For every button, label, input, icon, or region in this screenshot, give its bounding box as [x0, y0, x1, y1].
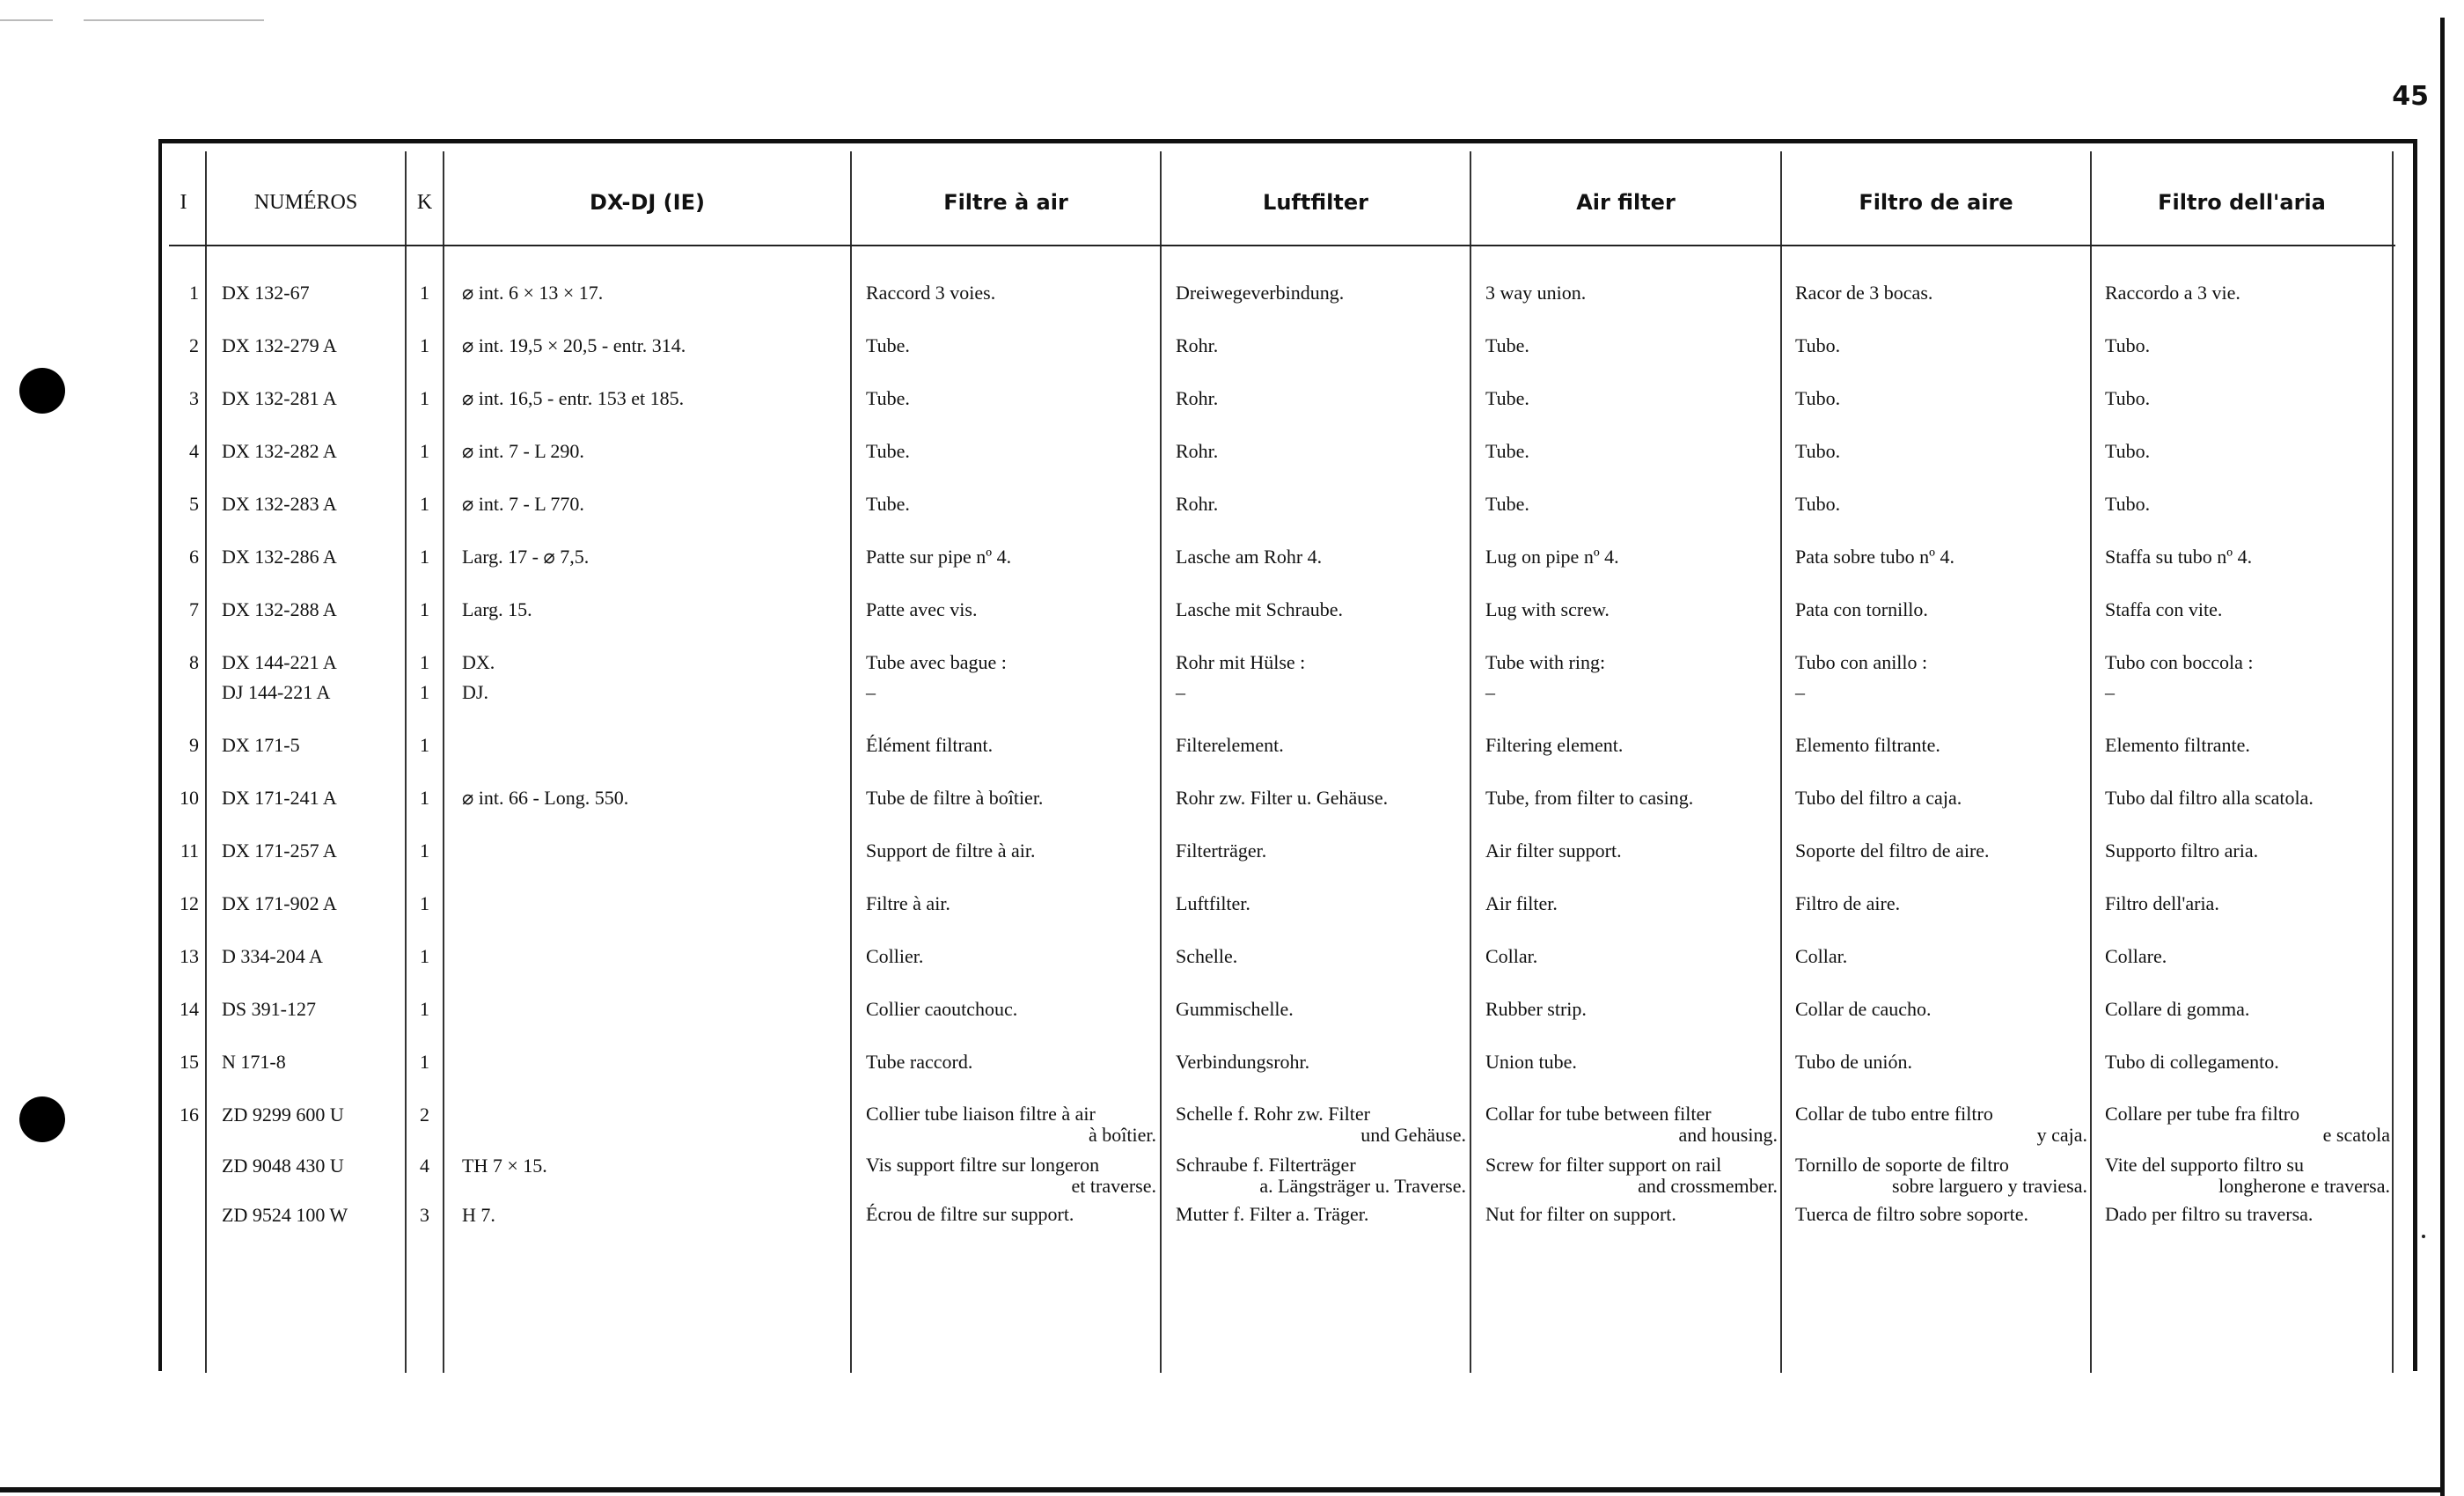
cell-es: Tubo. [1795, 440, 1841, 462]
cell-de: Lasche mit Schraube. [1176, 598, 1343, 620]
cell-line: e scatola [2322, 1124, 2390, 1146]
cell-en [1485, 1104, 1778, 1146]
cell-es: Pata con tornillo. [1795, 598, 1928, 620]
cell-line: and crossmember. [1638, 1175, 1778, 1197]
cell-en [1485, 1204, 1778, 1225]
cell-num: DX 132-282 A [222, 440, 337, 462]
cell-it: Staffa su tubo nº 4. [2105, 546, 2253, 568]
cell-num: DX 132-286 A [222, 546, 337, 568]
cell-de: Schelle. [1176, 945, 1238, 967]
cell-line: longherone e traversa. [2218, 1175, 2390, 1197]
cell-fr: Tube. [866, 387, 910, 409]
cell-k: 1 [420, 334, 429, 356]
cell-k: 1 [420, 734, 429, 756]
cell-num: N 171-8 [222, 1051, 286, 1073]
header-model: DX-DJ (IE) [590, 190, 705, 215]
cell-num: DX 171-902 A [222, 892, 337, 914]
header-qty: K [416, 190, 433, 214]
cell-num: DX 144-221 A [222, 651, 337, 673]
cell-de [1176, 1204, 1466, 1225]
cell-k: 1 [420, 493, 429, 515]
cell-spec: ⌀ int. 66 - Long. 550. [462, 787, 629, 809]
cell-fr: Tube de filtre à boîtier. [866, 787, 1044, 809]
cell-k: 1 [420, 651, 429, 673]
cell-it: Tubo. [2105, 334, 2151, 356]
cell-es: Pata sobre tubo nº 4. [1795, 546, 1954, 568]
cell-fr: Filtre à air. [866, 892, 950, 914]
cell-de: Dreiwegeverbindung. [1176, 282, 1345, 304]
cell-fr: – [866, 681, 876, 703]
cell-de: Gummischelle. [1176, 998, 1294, 1020]
cell-es [1795, 1104, 2087, 1146]
cell-fr: Tube. [866, 493, 910, 515]
cell-fr: Collier caoutchouc. [866, 998, 1018, 1020]
cell-es [1795, 1155, 2087, 1197]
column-divider [2090, 151, 2092, 1373]
cell-es [1795, 1204, 2087, 1225]
column-divider [405, 151, 407, 1373]
cell-es: Tubo. [1795, 493, 1841, 515]
cell-line: Screw for filter support on rail [1485, 1154, 1722, 1176]
cell-it [2105, 1204, 2390, 1225]
cell-en: Rubber strip. [1485, 998, 1587, 1020]
cell-en: 3 way union. [1485, 282, 1587, 304]
cell-fr: Tube. [866, 334, 910, 356]
header-rule [169, 245, 2395, 246]
cell-line: sobre larguero y traviesa. [1892, 1175, 2087, 1197]
cell-en: Tube. [1485, 440, 1529, 462]
column-divider [443, 151, 444, 1373]
cell-de: Verbindungsrohr. [1176, 1051, 1310, 1073]
page-edge [0, 1487, 2445, 1492]
cell-de: Lasche am Rohr 4. [1176, 546, 1323, 568]
cell-de: Rohr. [1176, 440, 1219, 462]
cell-it: Tubo. [2105, 440, 2151, 462]
cell-k: 1 [420, 546, 429, 568]
cell-es: Racor de 3 bocas. [1795, 282, 1933, 304]
cell-k: 1 [420, 681, 429, 703]
column-divider [1160, 151, 1162, 1373]
cell-es: Tubo. [1795, 334, 1841, 356]
cell-num: DX 132-281 A [222, 387, 337, 409]
scan-mark [0, 19, 53, 21]
cell-n: 3 [189, 387, 199, 409]
cell-fr: Tube avec bague : [866, 651, 1007, 673]
header-index: I [180, 190, 187, 214]
cell-line: a. Längsträger u. Traverse. [1259, 1175, 1466, 1197]
column-divider [2392, 151, 2394, 1373]
cell-it: Tubo dal filtro alla scatola. [2105, 787, 2314, 809]
cell-num: DJ 144-221 A [222, 681, 331, 703]
cell-k: 1 [420, 598, 429, 620]
column-divider [205, 151, 207, 1373]
cell-en [1485, 1155, 1778, 1197]
cell-it: Tubo con boccola : [2105, 651, 2254, 673]
cell-k: 1 [420, 440, 429, 462]
cell-es: Tubo de unión. [1795, 1051, 1913, 1073]
cell-spec: DX. [462, 651, 495, 673]
cell-n: 1 [189, 282, 199, 304]
cell-num: D 334-204 A [222, 945, 323, 967]
page-number: 45 [2392, 81, 2429, 112]
cell-de: – [1176, 681, 1185, 703]
cell-n: 12 [180, 892, 199, 914]
cell-line: Tuerca de filtro sobre soporte. [1795, 1203, 2028, 1225]
cell-it: Collare di gomma. [2105, 998, 2250, 1020]
cell-n: 4 [189, 440, 199, 462]
cell-fr: Élément filtrant. [866, 734, 994, 756]
cell-num: DX 132-67 [222, 282, 310, 304]
cell-k: 1 [420, 1051, 429, 1073]
cell-es: Tubo del filtro a caja. [1795, 787, 1962, 809]
cell-it: Supporto filtro aria. [2105, 840, 2259, 862]
cell-de: Filterelement. [1176, 734, 1284, 756]
cell-fr [866, 1155, 1156, 1197]
cell-es: Elemento filtrante. [1795, 734, 1940, 756]
cell-line: Dado per filtro su traversa. [2105, 1203, 2314, 1225]
cell-spec: DJ. [462, 681, 488, 703]
cell-it: Filtro dell'aria. [2105, 892, 2219, 914]
cell-line: and housing. [1678, 1124, 1778, 1146]
cell-line: Tornillo de soporte de filtro [1795, 1154, 2009, 1176]
cell-it: Tubo di collegamento. [2105, 1051, 2279, 1073]
cell-n: 16 [180, 1104, 199, 1126]
header-en: Air filter [1576, 190, 1676, 215]
cell-spec: H 7. [462, 1204, 495, 1226]
cell-en: Tube. [1485, 387, 1529, 409]
cell-n: 7 [189, 598, 199, 620]
cell-it: – [2105, 681, 2115, 703]
table-frame-right [2413, 139, 2417, 1371]
cell-fr: Tube raccord. [866, 1051, 973, 1073]
column-divider [850, 151, 852, 1373]
column-divider [1780, 151, 1782, 1373]
cell-es: Tubo. [1795, 387, 1841, 409]
cell-de: Rohr. [1176, 387, 1219, 409]
cell-line: Schelle f. Rohr zw. Filter [1176, 1103, 1370, 1125]
cell-en: Air filter support. [1485, 840, 1622, 862]
cell-it: Elemento filtrante. [2105, 734, 2250, 756]
cell-it: Collare. [2105, 945, 2167, 967]
cell-spec: Larg. 17 - ⌀ 7,5. [462, 546, 590, 568]
cell-de: Filterträger. [1176, 840, 1267, 862]
cell-en: Tube, from filter to casing. [1485, 787, 1694, 809]
cell-num: DX 132-288 A [222, 598, 337, 620]
cell-num: DX 132-283 A [222, 493, 337, 515]
scan-mark [84, 19, 264, 21]
punch-hole [19, 368, 65, 414]
cell-de: Rohr zw. Filter u. Gehäuse. [1176, 787, 1389, 809]
cell-es: – [1795, 681, 1805, 703]
header-es: Filtro de aire [1859, 190, 2013, 215]
cell-n: 11 [180, 840, 199, 862]
cell-n: 9 [189, 734, 199, 756]
header-it: Filtro dell'aria [2158, 190, 2326, 215]
table-frame-top [158, 139, 2416, 143]
cell-n: 15 [180, 1051, 199, 1073]
cell-num: DS 391-127 [222, 998, 316, 1020]
cell-spec: ⌀ int. 7 - L 770. [462, 493, 584, 515]
cell-k: 1 [420, 787, 429, 809]
cell-line: Collare per tube fra filtro [2105, 1103, 2300, 1125]
cell-line: et traverse. [1071, 1175, 1156, 1197]
cell-de [1176, 1155, 1466, 1197]
cell-spec: ⌀ int. 7 - L 290. [462, 440, 584, 462]
cell-line: Mutter f. Filter a. Träger. [1176, 1203, 1369, 1225]
cell-n: 8 [189, 651, 199, 673]
cell-num: ZD 9524 100 W [222, 1204, 348, 1226]
cell-de: Rohr mit Hülse : [1176, 651, 1306, 673]
page-edge [2440, 18, 2445, 1496]
cell-n: 10 [180, 787, 199, 809]
cell-es: Soporte del filtro de aire. [1795, 840, 1990, 862]
cell-k: 1 [420, 892, 429, 914]
table-frame-left [158, 139, 162, 1371]
cell-fr: Patte sur pipe nº 4. [866, 546, 1012, 568]
cell-num: DX 171-5 [222, 734, 300, 756]
cell-en: Tube. [1485, 334, 1529, 356]
cell-en: Tube with ring: [1485, 651, 1606, 673]
cell-fr [866, 1104, 1156, 1146]
column-divider [1470, 151, 1471, 1373]
header-numeros: NUMÉROS [253, 190, 358, 214]
cell-spec: ⌀ int. 16,5 - entr. 153 et 185. [462, 387, 685, 409]
cell-spec: TH 7 × 15. [462, 1155, 547, 1177]
cell-line: y caja. [2036, 1124, 2087, 1146]
cell-line: Vite del supporto filtro su [2105, 1154, 2304, 1176]
header-fr: Filtre à air [943, 190, 1068, 215]
cell-spec: ⌀ int. 19,5 × 20,5 - entr. 314. [462, 334, 686, 356]
cell-en: Filtering element. [1485, 734, 1624, 756]
cell-it: Tubo. [2105, 387, 2151, 409]
cell-en: Union tube. [1485, 1051, 1577, 1073]
cell-de: Rohr. [1176, 334, 1219, 356]
cell-k: 1 [420, 387, 429, 409]
cell-fr: Support de filtre à air. [866, 840, 1036, 862]
cell-line: Collar for tube between filter [1485, 1103, 1712, 1125]
cell-n: 6 [189, 546, 199, 568]
cell-line: Collier tube liaison filtre à air [866, 1103, 1096, 1125]
cell-line: Nut for filter on support. [1485, 1203, 1676, 1225]
cell-en: Air filter. [1485, 892, 1558, 914]
cell-it: Staffa con vite. [2105, 598, 2223, 620]
cell-line: Vis support filtre sur longeron [866, 1154, 1100, 1176]
cell-fr [866, 1204, 1156, 1225]
cell-de [1176, 1104, 1466, 1146]
cell-k: 1 [420, 282, 429, 304]
cell-num: DX 171-257 A [222, 840, 337, 862]
cell-num: ZD 9048 430 U [222, 1155, 344, 1177]
cell-de: Luftfilter. [1176, 892, 1250, 914]
cell-it: Raccordo a 3 vie. [2105, 282, 2240, 304]
cell-k: 3 [420, 1204, 429, 1226]
cell-it [2105, 1155, 2390, 1197]
cell-fr: Tube. [866, 440, 910, 462]
cell-k: 1 [420, 840, 429, 862]
stray-mark [2422, 1235, 2425, 1238]
cell-n: 5 [189, 493, 199, 515]
cell-line: Schraube f. Filterträger [1176, 1154, 1356, 1176]
cell-n: 13 [180, 945, 199, 967]
cell-line: Écrou de filtre sur support. [866, 1203, 1074, 1225]
cell-en: Tube. [1485, 493, 1529, 515]
cell-fr: Raccord 3 voies. [866, 282, 996, 304]
cell-spec: ⌀ int. 6 × 13 × 17. [462, 282, 604, 304]
cell-en: – [1485, 681, 1495, 703]
cell-fr: Patte avec vis. [866, 598, 978, 620]
cell-num: DX 171-241 A [222, 787, 337, 809]
cell-k: 1 [420, 945, 429, 967]
cell-spec: Larg. 15. [462, 598, 532, 620]
cell-k: 2 [420, 1104, 429, 1126]
cell-n: 14 [180, 998, 199, 1020]
cell-line: à boîtier. [1089, 1124, 1156, 1146]
cell-fr: Collier. [866, 945, 924, 967]
cell-k: 4 [420, 1155, 429, 1177]
cell-line: und Gehäuse. [1360, 1124, 1466, 1146]
cell-en: Lug with screw. [1485, 598, 1610, 620]
cell-it: Tubo. [2105, 493, 2151, 515]
punch-hole [19, 1096, 65, 1142]
cell-es: Filtro de aire. [1795, 892, 1901, 914]
cell-num: DX 132-279 A [222, 334, 337, 356]
cell-num: ZD 9299 600 U [222, 1104, 344, 1126]
cell-en: Lug on pipe nº 4. [1485, 546, 1619, 568]
cell-line: Collar de tubo entre filtro [1795, 1103, 1993, 1125]
header-de: Luftfilter [1263, 190, 1368, 215]
cell-it [2105, 1104, 2390, 1146]
cell-en: Collar. [1485, 945, 1538, 967]
cell-de: Rohr. [1176, 493, 1219, 515]
cell-k: 1 [420, 998, 429, 1020]
cell-es: Collar de caucho. [1795, 998, 1932, 1020]
cell-es: Collar. [1795, 945, 1848, 967]
cell-es: Tubo con anillo : [1795, 651, 1928, 673]
cell-n: 2 [189, 334, 199, 356]
